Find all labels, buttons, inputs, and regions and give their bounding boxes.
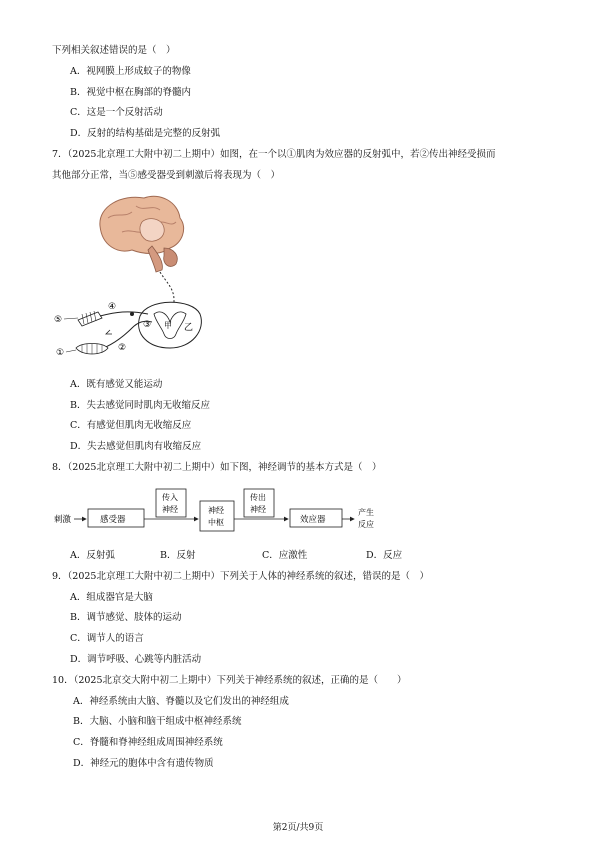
label-3: ③ — [143, 320, 152, 330]
q7-stem-line1: 7．（2025北京理工大附中初二上期中）如图，在一个以①肌肉为效应器的反射弧中，若②传出神经受损而 — [52, 149, 496, 160]
effector-label: 效应器 — [300, 515, 326, 525]
q8-stem: 8．（2025北京理工大附中初二上期中）如下图，神经调节的基本方式是（ ） — [52, 462, 382, 473]
afferent-label-2: 神经 — [162, 505, 178, 514]
label-4: ④ — [108, 302, 117, 312]
q9-option-b[interactable]: B．调节感觉、肢体的运动 — [70, 612, 182, 623]
q7-stem-line2: 其他部分正常，当⑤感受器受到刺激后将表现为（ ） — [52, 170, 281, 181]
q10-option-d[interactable]: D．神经元的胞体中含有遗传物质 — [73, 758, 214, 769]
receptor-skin — [78, 311, 102, 326]
effector-muscle — [76, 344, 108, 355]
q9-stem: 9．（2025北京理工大附中初二上期中）下列关于人体的神经系统的叙述，错误的是（ ） — [52, 571, 429, 582]
reflex-arc-figure — [52, 188, 232, 368]
response-label-2: 反应 — [358, 520, 374, 529]
label-1: ① — [56, 348, 65, 358]
q8-option-c[interactable]: C．应激性 — [262, 550, 308, 561]
q10-option-a[interactable]: A．神经系统由大脑、脊髓以及它们发出的神经组成 — [73, 696, 289, 707]
q7-option-b[interactable]: B．失去感觉同时肌肉无收缩反应 — [70, 400, 210, 411]
q6-option-d[interactable]: D．反射的结构基础是完整的反射弧 — [70, 128, 221, 139]
q6-stem: 下列相关叙述错误的是（ ） — [52, 45, 176, 56]
q7-option-a[interactable]: A．既有感觉又能运动 — [70, 379, 163, 390]
receptor-label: 感受器 — [100, 515, 126, 525]
q10-option-b[interactable]: B．大脑、小脑和脑干组成中枢神经系统 — [73, 716, 242, 727]
q10-option-c[interactable]: C．脊髓和脊神经组成周围神经系统 — [73, 737, 223, 748]
efferent-label-1: 传出 — [250, 493, 266, 502]
q8-option-a[interactable]: A．反射弧 — [70, 550, 115, 561]
label-2: ② — [118, 343, 127, 353]
efferent-label-2: 神经 — [250, 505, 266, 514]
q6-option-c[interactable]: C．这是一个反射活动 — [70, 107, 163, 118]
q9-option-c[interactable]: C．调节人的语言 — [70, 633, 144, 644]
q7-option-c[interactable]: C．有感觉但肌肉无收缩反应 — [70, 420, 192, 431]
label-yi: 乙 — [184, 323, 194, 333]
q7-option-d[interactable]: D．失去感觉但肌肉有收缩反应 — [70, 441, 202, 452]
stimulus-label: 刺激 — [54, 515, 72, 525]
brain-illustration — [100, 196, 184, 272]
q8-option-d[interactable]: D．反应 — [366, 550, 403, 561]
q9-option-a[interactable]: A．组成器官是大脑 — [70, 592, 153, 603]
afferent-label-1: 传入 — [162, 493, 178, 502]
q8-option-b[interactable]: B．反射 — [160, 550, 196, 561]
page-number: 第2页/共9页 — [272, 823, 324, 833]
q6-option-b[interactable]: B．视觉中枢在胸部的脊髓内 — [70, 87, 191, 98]
q6-option-a[interactable]: A．视网膜上形成蚊子的物像 — [70, 66, 191, 77]
center-label-2: 中枢 — [208, 518, 224, 527]
label-5: ⑤ — [54, 315, 63, 325]
center-label-1: 神经 — [208, 506, 224, 515]
q9-option-d[interactable]: D．调节呼吸、心跳等内脏活动 — [70, 654, 202, 665]
response-label-1: 产生 — [358, 508, 374, 517]
reflex-flow-diagram — [52, 485, 392, 537]
q10-stem: 10．（2025北京交大附中初二上期中）下列关于神经系统的叙述，正确的是（ ） — [52, 675, 407, 686]
label-jia: 甲 — [164, 321, 172, 330]
